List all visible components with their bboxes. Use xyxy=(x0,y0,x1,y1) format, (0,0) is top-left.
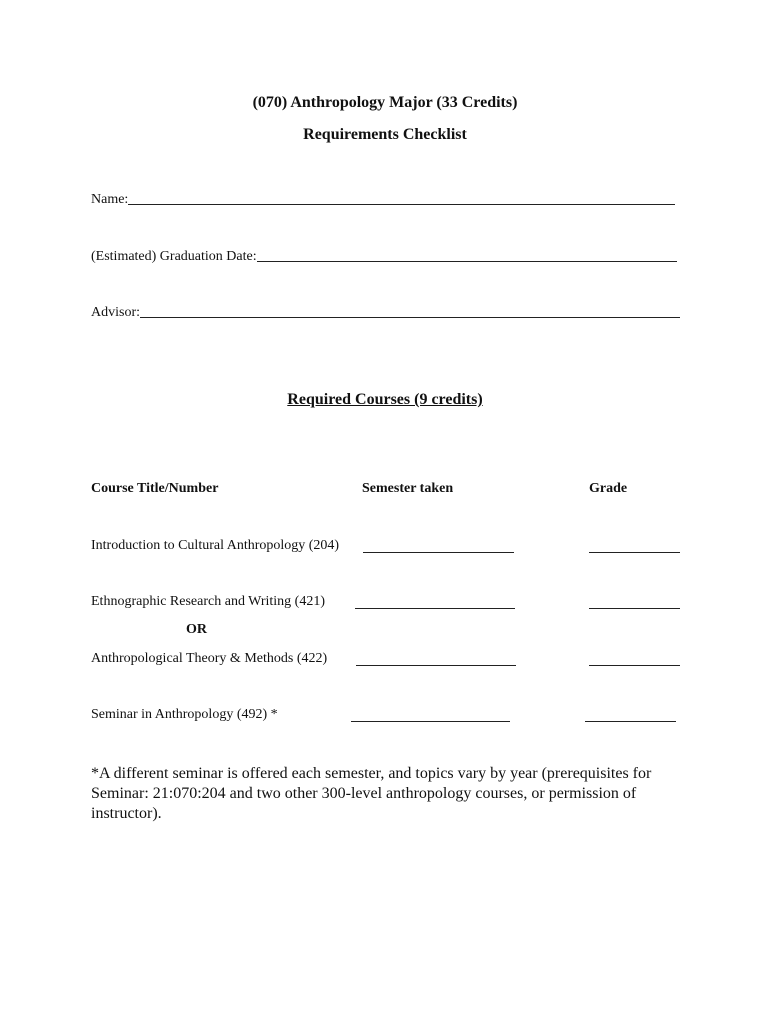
column-header-course: Course Title/Number xyxy=(91,481,219,496)
semester-blank-line[interactable] xyxy=(363,552,514,553)
column-header-semester: Semester taken xyxy=(362,481,454,496)
course-title: Ethnographic Research and Writing (421) xyxy=(91,594,325,609)
advisor-label: Advisor: xyxy=(91,305,140,320)
page-title: (070) Anthropology Major (33 Credits) xyxy=(252,94,518,111)
graduation-date-label: (Estimated) Graduation Date: xyxy=(91,249,257,264)
course-title: Anthropological Theory & Methods (422) xyxy=(91,651,328,666)
advisor-blank-line[interactable] xyxy=(140,302,680,318)
semester-blank-line[interactable] xyxy=(351,721,510,722)
required-courses-heading xyxy=(0,391,770,409)
grade-blank-line[interactable] xyxy=(589,552,680,553)
graduation-date-field[interactable] xyxy=(91,245,677,265)
course-title: Seminar in Anthropology (492) * xyxy=(91,707,278,722)
advisor-field[interactable] xyxy=(91,301,680,321)
required-courses-heading-text: Required Courses (9 credits) xyxy=(287,391,483,408)
seminar-footnote: *A different seminar is offered each semester, and topics vary by year (prerequisites for Seminar: 21:070:204 and two other 300-level anthropology courses, or permission of instructor). xyxy=(91,765,652,822)
name-blank-line[interactable] xyxy=(128,189,675,205)
name-label: Name: xyxy=(91,192,129,207)
column-header-grade: Grade xyxy=(589,481,628,496)
semester-blank-line[interactable] xyxy=(355,608,515,609)
grade-blank-line[interactable] xyxy=(589,608,680,609)
page-subtitle: Requirements Checklist xyxy=(303,126,467,143)
grade-blank-line[interactable] xyxy=(589,665,680,666)
or-separator: OR xyxy=(186,622,207,637)
name-field[interactable] xyxy=(91,188,675,208)
semester-blank-line[interactable] xyxy=(356,665,516,666)
grade-blank-line[interactable] xyxy=(585,721,676,722)
course-title: Introduction to Cultural Anthropology (204) xyxy=(91,538,340,553)
graduation-date-blank-line[interactable] xyxy=(257,246,677,262)
